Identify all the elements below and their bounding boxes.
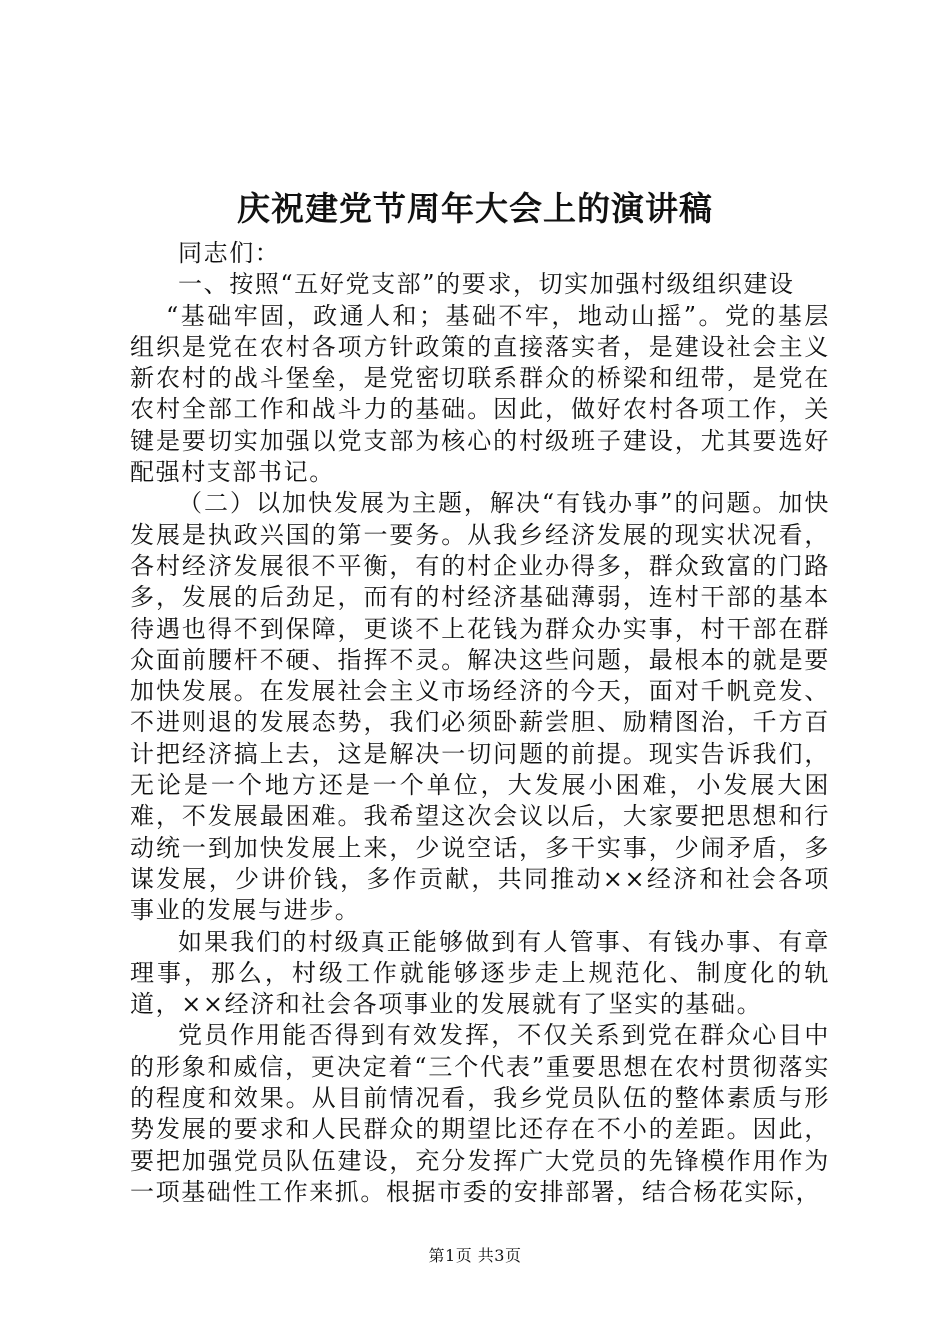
section-heading: 一、按照“五好党支部”的要求，切实加强村级组织建设	[178, 270, 795, 299]
body-paragraph: “基础牢固，政通人和；基础不牢，地动山摇”。党的基层组织是党在农村各项方针政策的直接落实者，是建设社会主义新农村的战斗堡垒，是党密切联系群众的桥梁和纽带，是党在农村全部工作和战斗力的基础。因此，做好农村各项工作，关键是要切实加强以党支部为核心的村级班子建设，尤其要选好配强村支部书记。	[130, 301, 830, 487]
greeting-paragraph: 同志们：	[178, 239, 281, 267]
body-paragraph: 如果我们的村级真正能够做到有人管事、有钱办事、有章理事，那么，村级工作就能够逐步走上规范化、制度化的轨道，××经济和社会各项事业的发展就有了坚实的基础。	[130, 927, 830, 1019]
page-number-footer: 第1页 共3页	[428, 1246, 522, 1265]
document-body	[130, 238, 830, 1208]
document-title: 庆祝建党节周年大会上的演讲稿	[237, 189, 713, 228]
body-paragraph: （二）以加快发展为主题，解决“有钱办事”的问题。加快发展是执政兴国的第一要务。从我乡经济发展的现实状况看，各村经济发展很不平衡，有的村企业办得多，群众致富的门路多，发展的后劲足，而有的村经济基础薄弱，连村干部的基本待遇也得不到保障，更谈不上花钱为群众办实事，村干部在群众面前腰杆不硬、指挥不灵。解决这些问题，最根本的就是要加快发展。在发展社会主义市场经济的今天，面对千帆竞发、不进则退的发展态势，我们必须卧薪尝胆、励精图治，千方百计把经济搞上去，这是解决一切问题的前提。现实告诉我们，无论是一个地方还是一个单位，大发展小困难，小发展大困难，不发展最困难。我希望这次会议以后，大家要把思想和行动统一到加快发展上来，少说空话，多干实事，少闹矛盾，多谋发展，少讲价钱，多作贡献，共同推动××经济和社会各项事业的发展与进步。	[130, 489, 830, 925]
body-paragraph: 党员作用能否得到有效发挥，不仅关系到党在群众心目中的形象和威信，更决定着“三个代表”重要思想在农村贯彻落实的程度和效果。从目前情况看，我乡党员队伍的整体素质与形势发展的要求和人民群众的期望比还存在不小的差距。因此，要把加强党员队伍建设，充分发挥广大党员的先锋模作用作为一项基础性工作来抓。根据市委的安排部署，结合杨花实际，	[130, 1021, 830, 1206]
